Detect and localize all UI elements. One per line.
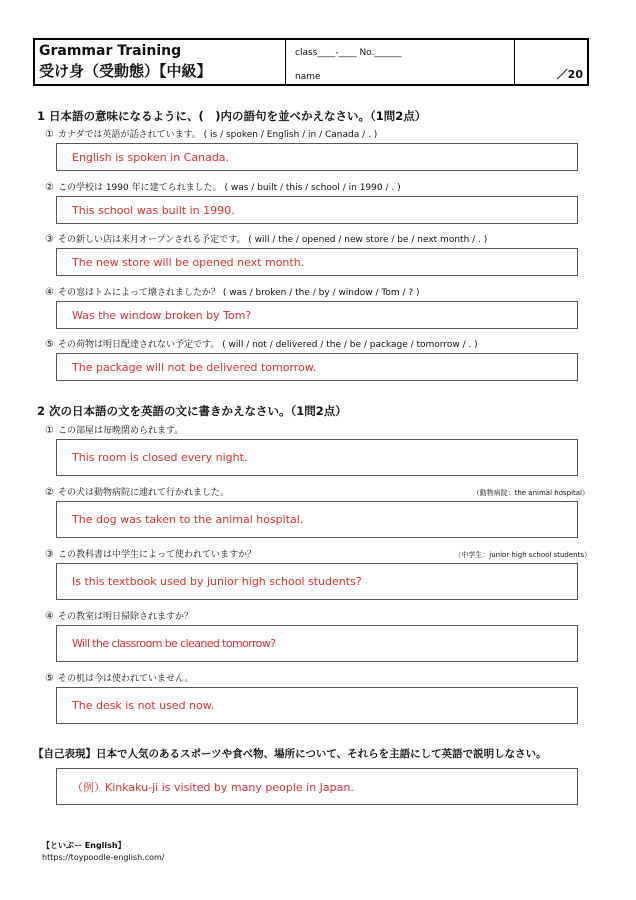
s1-q5-answer-box[interactable] bbox=[56, 353, 578, 381]
s2-q1 bbox=[45, 423, 183, 436]
question-number: ⑤ bbox=[45, 673, 54, 684]
class-number-field[interactable]: class____-____ No.______ bbox=[295, 48, 402, 58]
question-number: ① bbox=[45, 425, 54, 436]
question-number: ③ bbox=[45, 234, 54, 245]
footer-url[interactable]: https://toypoodle-english.com/ bbox=[42, 853, 165, 862]
s2-q1-answer-box[interactable] bbox=[56, 439, 578, 476]
s2-q4 bbox=[45, 609, 193, 622]
name-field[interactable]: name bbox=[295, 72, 321, 82]
question-number: ② bbox=[45, 182, 54, 193]
s1-q3-answer-box[interactable] bbox=[56, 248, 578, 276]
worksheet-header bbox=[33, 38, 589, 86]
question-text: その窓はトムによって壊されましたか？ ( was / broken / the / by / window / Tom / ? ) bbox=[57, 288, 420, 298]
s2-q5-answer-box[interactable] bbox=[56, 687, 578, 724]
section1-heading: 1 日本語の意味になるように、( )内の語句を並べかえなさい。（1問2点） bbox=[37, 109, 427, 123]
s2-q5 bbox=[45, 671, 194, 684]
footer-brand: 【といぷー English】 bbox=[42, 841, 126, 850]
s1-q1-answer-box[interactable] bbox=[56, 143, 578, 171]
answer-text: This room is closed every night. bbox=[72, 451, 248, 464]
question-number: ④ bbox=[45, 287, 54, 298]
answer-text: English is spoken in Canada. bbox=[72, 150, 230, 164]
s1-q3 bbox=[45, 232, 487, 245]
s1-q2 bbox=[45, 180, 401, 193]
score-cell bbox=[515, 40, 587, 84]
s1-q4 bbox=[45, 285, 420, 298]
question-text: この学校は 1990 年に建てられました。 ( was / built / this / school / in 1990 / . ) bbox=[57, 183, 401, 193]
s1-q2-answer-box[interactable] bbox=[56, 196, 578, 224]
question-text: その荷物は明日配達されない予定です。 ( will / not / delivered / the / be / package / tomorrow / . ) bbox=[57, 340, 478, 350]
answer-text: The desk is not used now. bbox=[72, 699, 215, 712]
s2-q2 bbox=[45, 485, 229, 498]
question-number: ⑤ bbox=[45, 339, 54, 350]
s2-q2-answer-box[interactable] bbox=[56, 501, 578, 538]
question-text: この部屋は毎晩閉められます。 bbox=[57, 426, 184, 436]
question-number: ④ bbox=[45, 611, 54, 622]
question-number: ② bbox=[45, 487, 54, 498]
answer-text: The new store will be opened next month. bbox=[72, 255, 305, 269]
worksheet-title: Grammar Training bbox=[39, 43, 182, 59]
answer-text: Is this textbook used by junior high school students? bbox=[72, 575, 362, 588]
question-number: ③ bbox=[45, 549, 54, 560]
answer-text: The dog was taken to the animal hospital. bbox=[72, 513, 304, 526]
s2-q4-answer-box[interactable] bbox=[56, 625, 578, 662]
total-score: ／20 bbox=[556, 68, 583, 81]
answer-text: Will the classroom be cleaned tomorrow? bbox=[72, 637, 276, 650]
question-text: カナダでは英語が話されています。 ( is / spoken / English / in / Canada / . ) bbox=[57, 130, 378, 140]
s2-q2-vocab-note: （動物病院：the animal hospital） bbox=[472, 489, 589, 497]
student-info-cell[interactable] bbox=[286, 40, 515, 84]
answer-text: This school was built in 1990. bbox=[72, 203, 235, 217]
s1-q5 bbox=[45, 337, 478, 350]
footer bbox=[42, 840, 165, 864]
question-text: この教科書は中学生によって使われていますか？ bbox=[57, 550, 256, 560]
question-text: その新しい店は来月オープンされる予定です。 ( will / the / opened / new store / be / next month / . ) bbox=[57, 235, 488, 245]
question-number: ① bbox=[45, 129, 54, 140]
s2-q3-vocab-note: （中学生：junior high school students） bbox=[454, 551, 591, 559]
worksheet-subtitle: 受け身（受動態）【中級】 bbox=[39, 62, 212, 80]
title-cell bbox=[35, 40, 286, 84]
s2-q3 bbox=[45, 547, 256, 560]
question-text: その机は今は使われていません。 bbox=[57, 674, 194, 684]
answer-text: （例）Kinkaku-ji is visited by many people in Japan. bbox=[72, 780, 354, 794]
s2-q3-answer-box[interactable] bbox=[56, 563, 578, 600]
self-expression-answer-box[interactable] bbox=[56, 768, 578, 805]
question-text: その教室は明日掃除されますか？ bbox=[57, 612, 193, 622]
s1-q4-answer-box[interactable] bbox=[56, 301, 578, 329]
section2-heading: 2 次の日本語の文を英語の文に書きかえなさい。（1問2点） bbox=[37, 404, 347, 418]
s1-q1 bbox=[45, 127, 377, 140]
answer-text: Was the window broken by Tom? bbox=[72, 308, 252, 322]
self-expression-heading: 【自己表現】日本で人気のあるスポーツや食べ物、場所について、それらを主語にして英語で説明しなさい。 bbox=[33, 748, 547, 760]
answer-text: The package will not be delivered tomorrow. bbox=[72, 360, 317, 374]
question-text: その犬は動物病院に連れて行かれました。 bbox=[57, 488, 229, 498]
